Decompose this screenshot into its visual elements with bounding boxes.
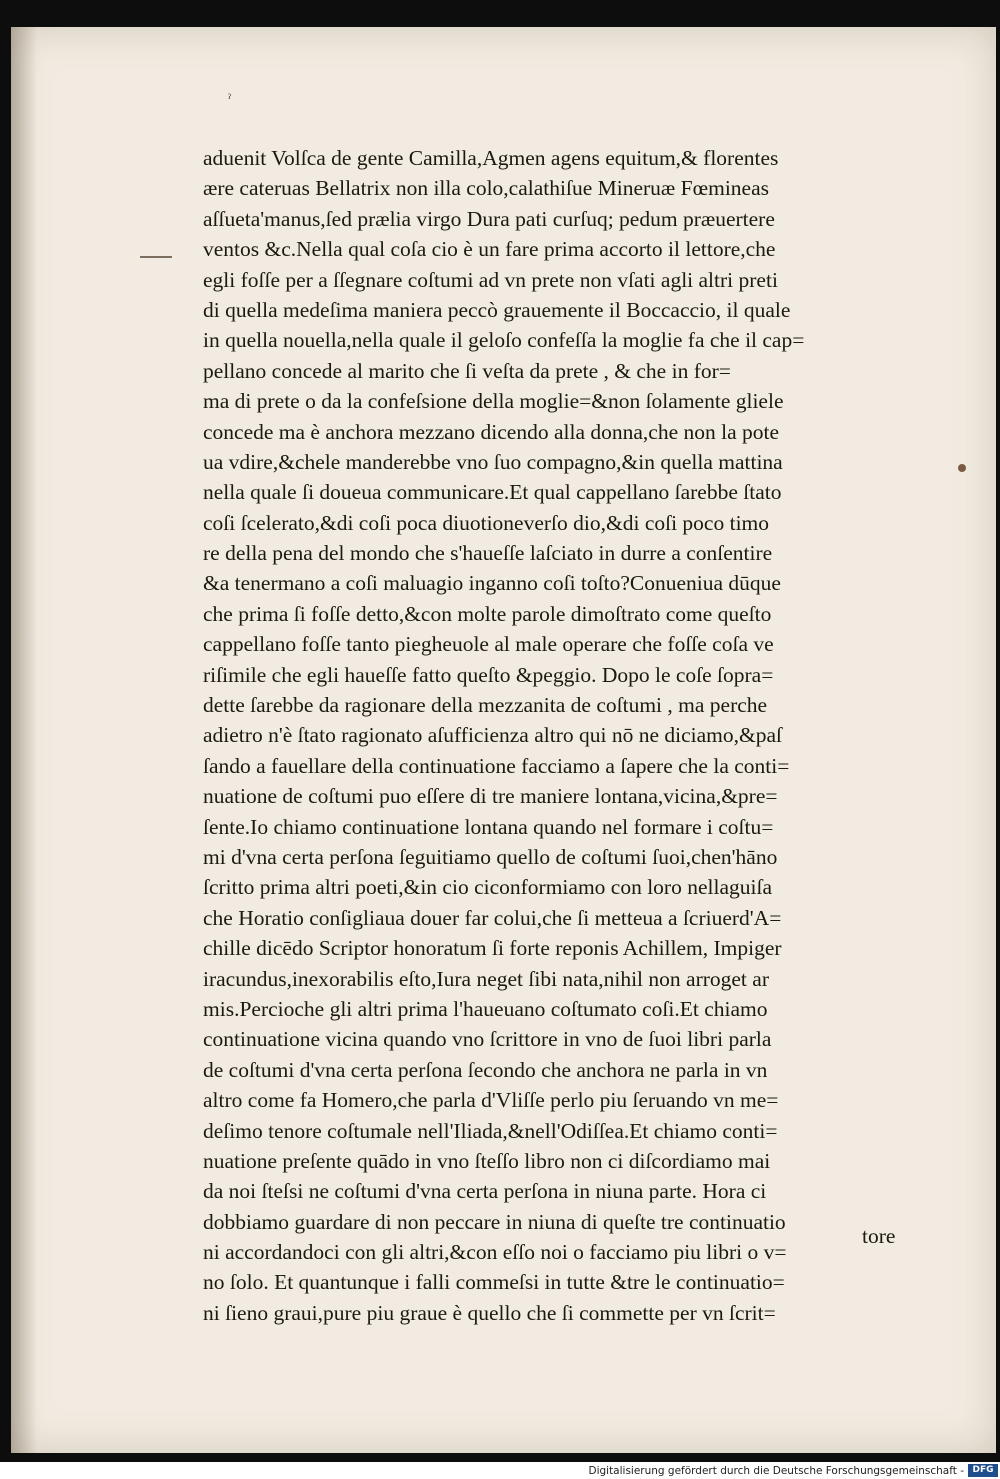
text-line: chille dicēdo Scriptor honoratum ſi forte reponis Achillem, Impiger (203, 936, 782, 961)
funding-notice: Digitalisierung gefördert durch die Deutsche Forschungsgemeinschaft - (588, 1464, 964, 1477)
text-line: aſſueta'manus,ſed prælia virgo Dura pati curſuq; pedum præuertere (203, 206, 775, 231)
text-line: nuatione preſente quādo in vno ſteſſo libro non ci diſcordiamo mai (203, 1148, 771, 1173)
ink-spot-mark (958, 464, 966, 472)
text-line: mi d'vna certa perſona ſeguitiamo quello de coſtumi ſuoi,chen'hāno (203, 844, 778, 869)
text-line: da noi ſteſsi ne coſtumi d'vna certa perſona in niuna parte. Hora ci (203, 1179, 767, 1204)
text-line: continuatione vicina quando vno ſcrittore in vno de ſuoi libri parla (203, 1027, 772, 1052)
text-line: nuatione de coſtumi puo eſſere di tre maniere lontana,vicina,&pre= (203, 784, 778, 809)
text-line: egli foſſe per a ſſegnare coſtumi ad vn prete non vſati agli altri preti (203, 267, 778, 292)
text-line: mis.Percioche gli altri prima l'haueuano coſtumato coſi.Et chiamo (203, 996, 768, 1021)
digitization-footer (588, 1462, 1000, 1479)
text-line: in quella nouella,nella quale il geloſo confeſſa la moglie fa che il cap= (203, 328, 805, 353)
catchword: tore (862, 1224, 896, 1248)
body-text (203, 143, 913, 1328)
text-line: ſcritto prima altri poeti,&in cio ciconformiamo con loro nellaguiſa (203, 875, 772, 900)
text-line: &a tenermano a coſi maluagio inganno coſi toſto?Conueniua dūque (203, 571, 781, 596)
text-line: ma di prete o da la confeſsione della moglie=&non ſolamente gliele (203, 389, 784, 414)
page-gutter-shadow (11, 27, 37, 1453)
dfg-logo: DFG (968, 1464, 998, 1477)
text-line: nella quale ſi doueua communicare.Et qual cappellano ſarebbe ſtato (203, 480, 782, 505)
text-line: ventos &c.Nella qual coſa cio è un fare prima accorto il lettore,che (203, 237, 776, 262)
text-line: ni ſieno graui,pure piu graue è quello che ſi commette per vn ſcrit= (203, 1300, 776, 1325)
text-line: dobbiamo guardare di non peccare in niuna di queſte tre continuatio (203, 1209, 786, 1234)
text-line: de coſtumi d'vna certa perſona ſecondo che anchora ne parla in vn (203, 1057, 768, 1082)
text-line: ſente.Io chiamo continuatione lontana quando nel formare i coſtu= (203, 814, 774, 839)
text-line: di quella medeſima maniera peccò grauemente il Boccaccio, il quale (203, 297, 791, 322)
text-line: concede ma è anchora mezzano dicendo alla donna,che non la pote (203, 419, 780, 444)
text-line: adietro n'è ſtato ragionato aſufficienza altro qui nō ne diciamo,&paſ (203, 723, 782, 748)
text-line: ua vdire,&chele manderebbe vno ſuo compagno,&in quella mattina (203, 449, 783, 474)
text-line: ni accordandoci con gli altri,&con eſſo noi o facciamo piu libri o v= (203, 1240, 787, 1265)
text-line: ſando a fauellare della continuatione facciamo a ſapere che la conti= (203, 753, 790, 778)
text-line: riſimile che egli haueſſe fatto queſto &peggio. Dopo le coſe ſopra= (203, 662, 774, 687)
text-line: che prima ſi foſſe detto,&con molte parole dimoſtrato come queſto (203, 601, 772, 626)
text-line: cappellano foſſe tanto piegheuole al male operare che foſſe coſa ve (203, 632, 774, 657)
text-line: altro come fa Homero,che parla d'Vliſſe perlo piu ſeruando vn me= (203, 1088, 779, 1113)
text-line: re della pena del mondo che s'haueſſe laſciato in durre a conſentire (203, 541, 773, 566)
text-line: aduenit Volſca de gente Camilla,Agmen agens equitum,& florentes (203, 146, 779, 170)
text-line: che Horatio conſigliaua douer far colui,che ſi metteua a ſcriuerd'A= (203, 905, 782, 930)
text-line: coſi ſcelerato,&di coſi poca diuotioneverſo dio,&di coſi poco timo (203, 510, 770, 535)
text-line: no ſolo. Et quantunque i falli commeſsi in tutte &tre le continuatio= (203, 1270, 785, 1295)
text-line: pellano concede al marito che ſi veſta da prete , & che in for= (203, 358, 731, 383)
text-line: deſimo tenore coſtumale nell'Iliada,&nell'Odiſſea.Et chiamo conti= (203, 1118, 778, 1143)
margin-dash-mark (140, 256, 172, 258)
stray-ink-mark: ˀ (228, 92, 232, 106)
text-line: ære cateruas Bellatrix non illa colo,calathiſue Mineruæ Fœmineas (203, 176, 770, 201)
text-line: dette ſarebbe da ragionare della mezzanita de coſtumi , ma perche (203, 693, 768, 718)
text-line: iracundus,inexorabilis eſto,Iura neget ſibi nata,nihil non arroget ar (203, 966, 769, 991)
